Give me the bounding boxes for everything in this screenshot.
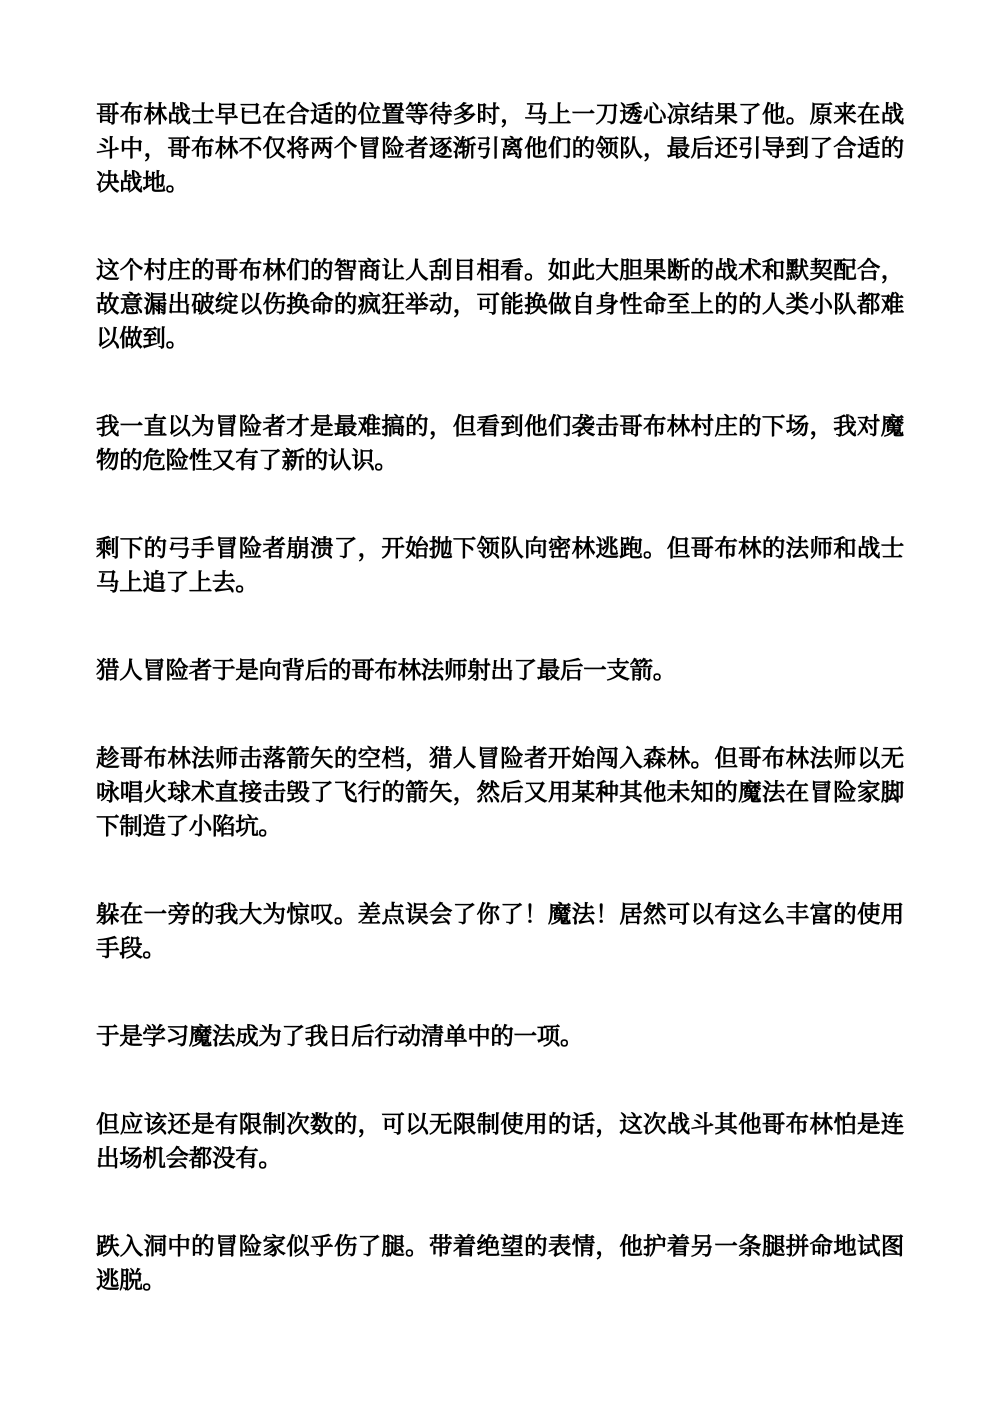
paragraph: 跌入洞中的冒险家似乎伤了腿。带着绝望的表情，他护着另一条腿拼命地试图逃脱。	[96, 1232, 904, 1294]
paragraph: 这个村庄的哥布林们的智商让人刮目相看。如此大胆果断的战术和默契配合，故意漏出破绽以伤换命的疯狂举动，可能换做自身性命至上的的人类小队都难以做到。	[96, 256, 904, 352]
paragraph: 剩下的弓手冒险者崩溃了，开始抛下领队向密林逃跑。但哥布林的法师和战士马上追了上去。	[96, 534, 904, 596]
paragraph: 于是学习魔法成为了我日后行动清单中的一项。	[96, 1022, 584, 1050]
paragraph: 躲在一旁的我大为惊叹。差点误会了你了！魔法！居然可以有这么丰富的使用手段。	[96, 900, 904, 962]
paragraph: 我一直以为冒险者才是最难搞的，但看到他们袭击哥布林村庄的下场，我对魔物的危险性又有了新的认识。	[96, 412, 904, 474]
paragraph: 趁哥布林法师击落箭矢的空档，猎人冒险者开始闯入森林。但哥布林法师以无咏唱火球术直接击毁了飞行的箭矢，然后又用某种其他未知的魔法在冒险家脚下制造了小陷坑。	[96, 744, 904, 840]
document-page	[96, 97, 904, 1297]
paragraph: 猎人冒险者于是向背后的哥布林法师射出了最后一支箭。	[96, 656, 676, 684]
paragraph: 哥布林战士早已在合适的位置等待多时，马上一刀透心凉结果了他。原来在战斗中，哥布林不仅将两个冒险者逐渐引离他们的领队，最后还引导到了合适的决战地。	[96, 100, 904, 196]
paragraph: 但应该还是有限制次数的，可以无限制使用的话，这次战斗其他哥布林怕是连出场机会都没有。	[96, 1110, 904, 1172]
